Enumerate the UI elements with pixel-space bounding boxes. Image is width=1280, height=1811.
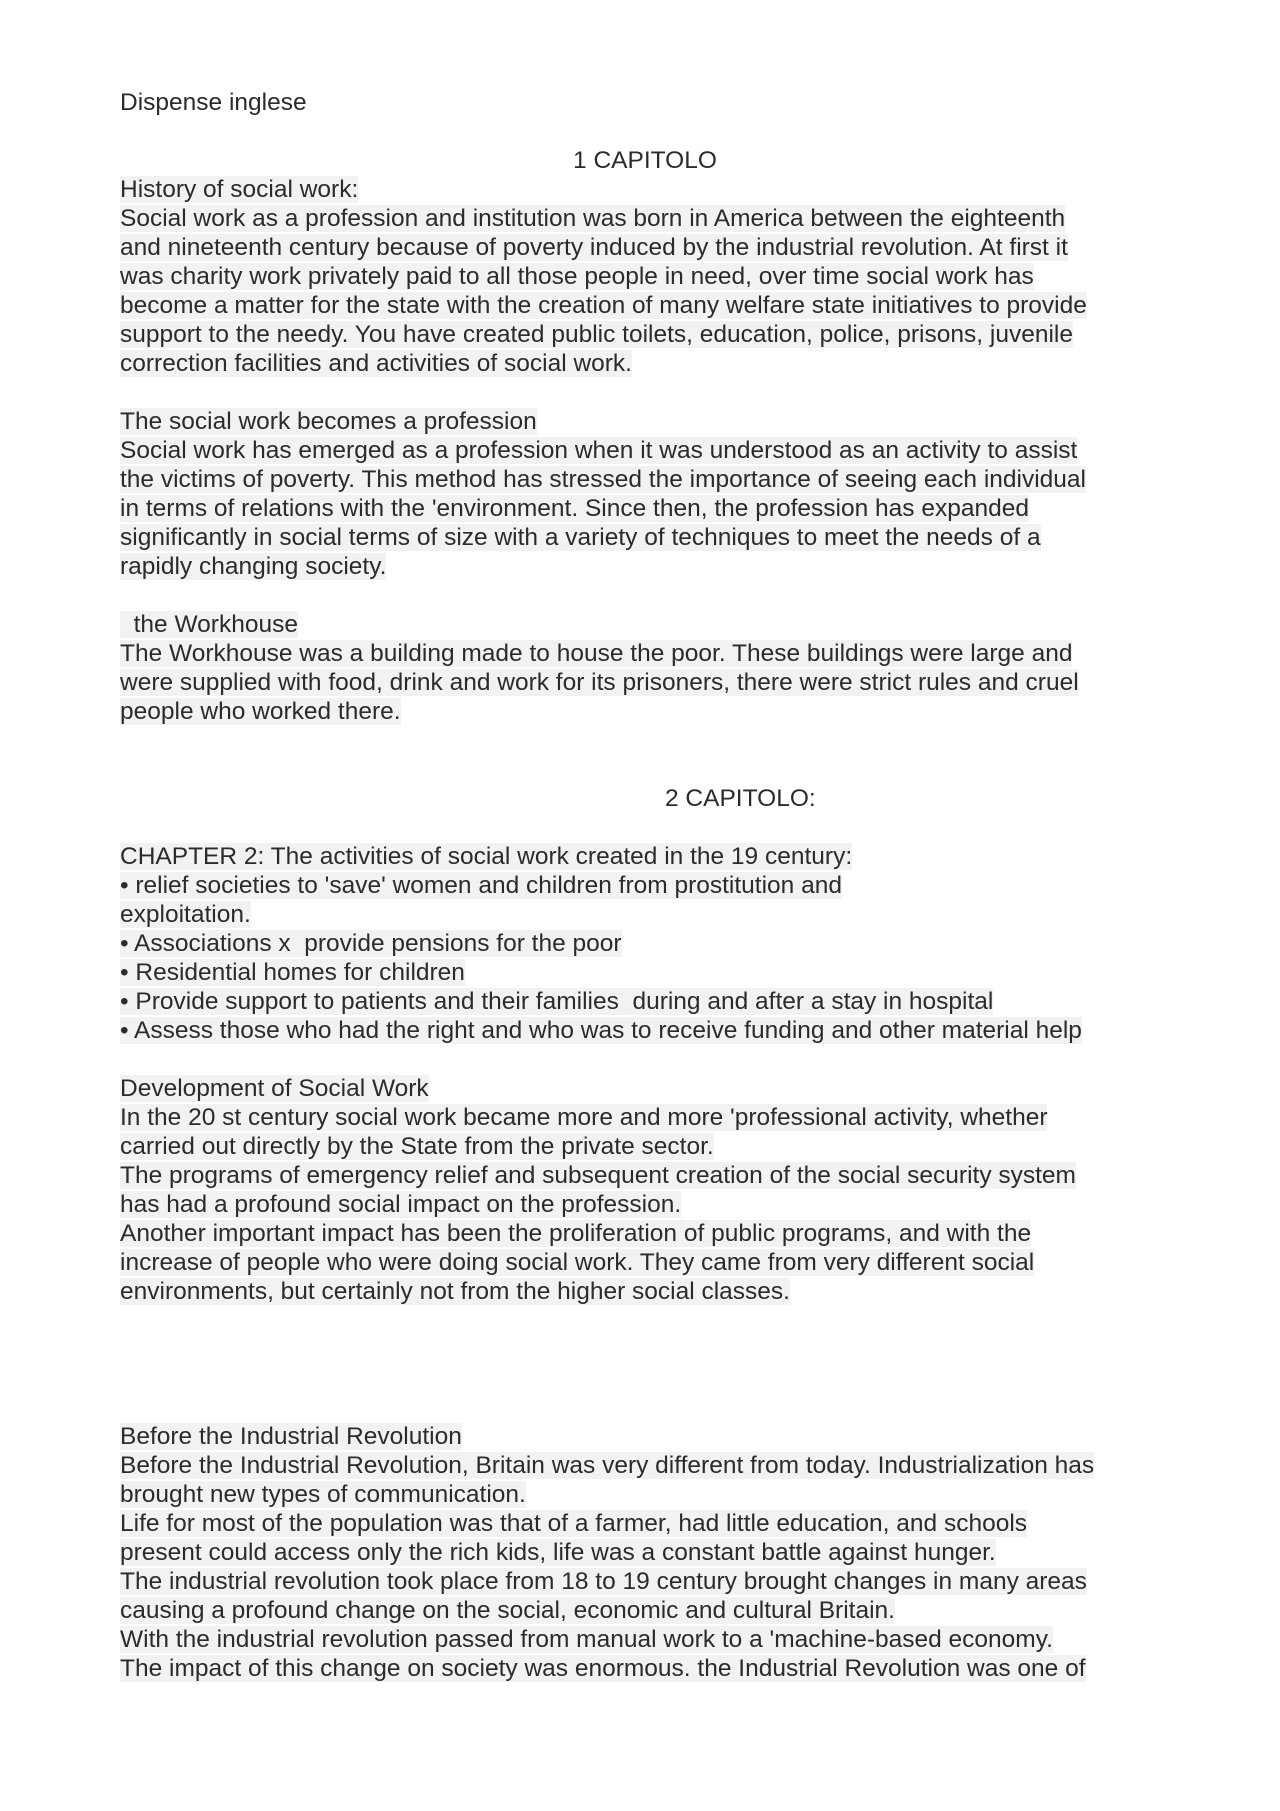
section-title: CHAPTER 2: The activities of social work created in the 19 century: [120,843,853,870]
paragraph-line: The impact of this change on society was enormous. the Industrial Revolution was one of [120,1655,1086,1682]
section-profession [120,407,1160,581]
paragraph-line: In the 20 st century social work became more and more 'professional activity, whether [120,1104,1048,1131]
section-workhouse [120,610,1160,726]
list-item: • Assess those who had the right and who was to receive funding and other material help [120,1017,1082,1044]
section-activities [120,842,1160,1045]
paragraph-line: The Workhouse was a building made to house the poor. These buildings were large and [120,640,1073,667]
paragraph-line: in terms of relations with the 'environment. Since then, the profession has expanded [120,495,1029,522]
paragraph-line: Another important impact has been the proliferation of public programs, and with the [120,1220,1032,1247]
document-body [120,88,1160,1683]
paragraph-line: With the industrial revolution passed from manual work to a 'machine-based economy. [120,1626,1053,1653]
paragraph-line: causing a profound change on the social, economic and cultural Britain. [120,1597,895,1624]
paragraph-line: brought new types of communication. [120,1481,526,1508]
paragraph-line: increase of people who were doing social work. They came from very different social [120,1249,1035,1276]
paragraph-line: correction facilities and activities of social work. [120,350,632,377]
paragraph-line: present could access only the rich kids, life was a constant battle against hunger. [120,1539,996,1566]
paragraph-line: significantly in social terms of size with a variety of techniques to meet the needs of a [120,524,1041,551]
list-item: • Residential homes for children [120,959,465,986]
section-before-industrial-revolution [120,1422,1160,1683]
paragraph-line: rapidly changing society. [120,553,387,580]
paragraph-line: Before the Industrial Revolution, Britain was very different from today. Industrialization has [120,1452,1095,1479]
section-development [120,1074,1160,1306]
section-title: The social work becomes a profession [120,408,537,435]
paragraph-line: people who worked there. [120,698,401,725]
list-item: • Provide support to patients and their families during and after a stay in hospital [120,988,994,1015]
list-item: • Associations x provide pensions for the poor [120,930,622,957]
paragraph-line: has had a profound social impact on the profession. [120,1191,682,1218]
paragraph-line: carried out directly by the State from the private sector. [120,1133,714,1160]
paragraph-line: environments, but certainly not from the higher social classes. [120,1278,790,1305]
chapter-1-heading: 1 CAPITOLO [573,147,717,174]
section-title: Before the Industrial Revolution [120,1423,462,1450]
paragraph-line: and nineteenth century because of poverty induced by the industrial revolution. At first it [120,234,1068,261]
paragraph-line: Social work as a profession and institution was born in America between the eighteenth [120,205,1066,232]
chapter-2-heading: 2 CAPITOLO: [665,785,816,812]
section-title: Development of Social Work [120,1075,429,1102]
section-title: the Workhouse [120,611,298,638]
document-title: Dispense inglese [120,89,307,116]
paragraph-line: become a matter for the state with the creation of many welfare state initiatives to provide [120,292,1087,319]
paragraph-line: Social work has emerged as a profession when it was understood as an activity to assist [120,437,1078,464]
paragraph-line: was charity work privately paid to all those people in need, over time social work has [120,263,1034,290]
paragraph-line: The industrial revolution took place from 18 to 19 century brought changes in many areas [120,1568,1087,1595]
paragraph-line: support to the needy. You have created public toilets, education, police, prisons, juvenile [120,321,1073,348]
paragraph-line: were supplied with food, drink and work for its prisoners, there were strict rules and cruel [120,669,1079,696]
paragraph-line: Life for most of the population was that of a farmer, had little education, and schools [120,1510,1028,1537]
list-item: • relief societies to 'save' women and children from prostitution and [120,872,842,899]
section-title: History of social work: [120,176,359,203]
paragraph-line: The programs of emergency relief and subsequent creation of the social security system [120,1162,1076,1189]
paragraph-line: the victims of poverty. This method has stressed the importance of seeing each individual [120,466,1086,493]
section-history [120,175,1160,378]
list-item: exploitation. [120,901,251,928]
